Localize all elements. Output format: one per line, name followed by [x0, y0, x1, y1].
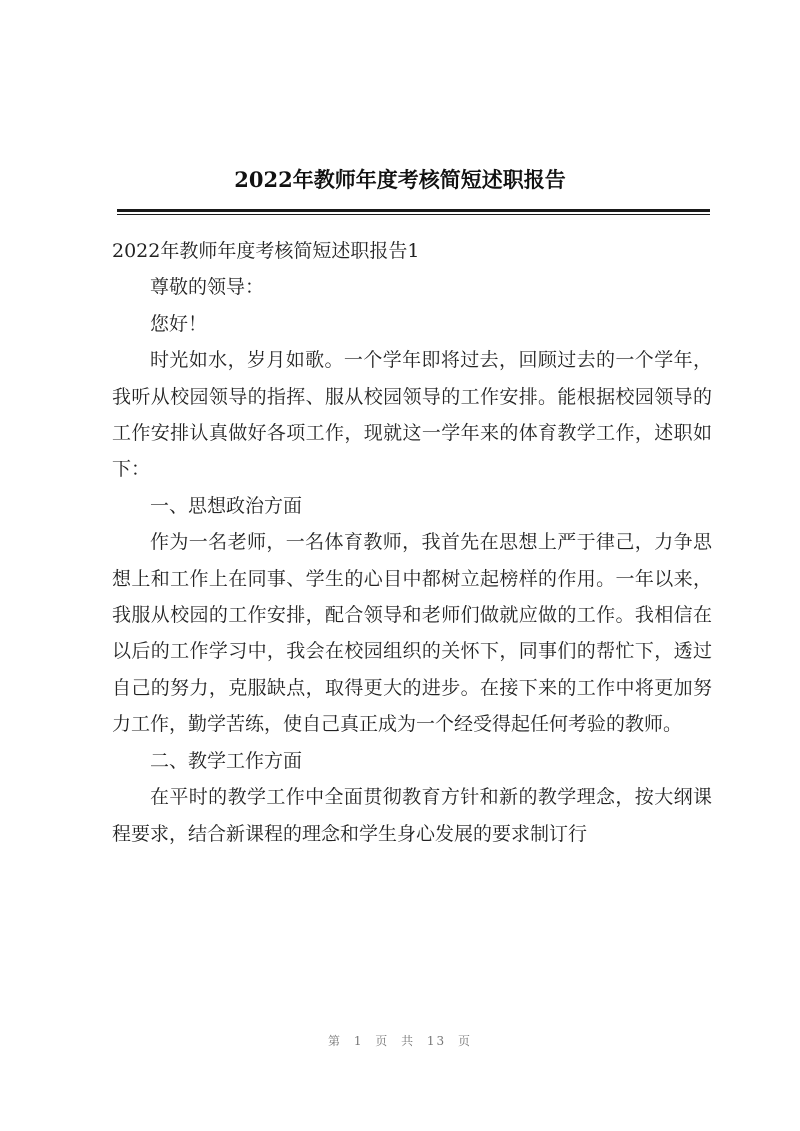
- page-title: 2022年教师年度考核简短述职报告: [234, 167, 566, 192]
- body-paragraph: 作为一名老师，一名体育教师，我首先在思想上严于律己，力争思想上和工作上在同事、学生的心目中都树立起榜样的作用。一年以来，我服从校园的工作安排，配合领导和老师们做就应做的工作。我相信在以后的工作学习中，我会在校园组织的关怀下，同事们的帮忙下，透过自己的努力，克服缺点，取得更大的进步。在接下来的工作中将更加努力工作，勤学苦练，使自己真正成为一个经受得起任何考验的教师。: [112, 531, 712, 736]
- document-body: [112, 233, 712, 852]
- section-heading: 2022年教师年度考核简短述职报告1: [112, 240, 420, 262]
- page-number-footer: 第 1 页 共 13 页: [328, 1034, 472, 1048]
- body-paragraph: 时光如水，岁月如歌。一个学年即将过去，回顾过去的一个学年，我听从校园领导的指挥、服从校园领导的工作安排。能根据校园领导的工作安排认真做好各项工作，现就这一学年来的体育教学工作，述职如下：: [112, 349, 712, 481]
- body-paragraph: 在平时的教学工作中全面贯彻教育方针和新的教学理念，按大纲课程要求，结合新课程的理念和学生身心发展的要求制订行: [112, 786, 712, 845]
- salutation: 尊敬的领导：: [150, 276, 265, 299]
- subsection-heading: 二、教学工作方面: [150, 749, 303, 772]
- title-divider-thin: [117, 214, 710, 215]
- title-divider-thick: [117, 209, 710, 212]
- greeting: 您好！: [150, 312, 208, 335]
- subsection-heading: 一、思想政治方面: [150, 494, 303, 517]
